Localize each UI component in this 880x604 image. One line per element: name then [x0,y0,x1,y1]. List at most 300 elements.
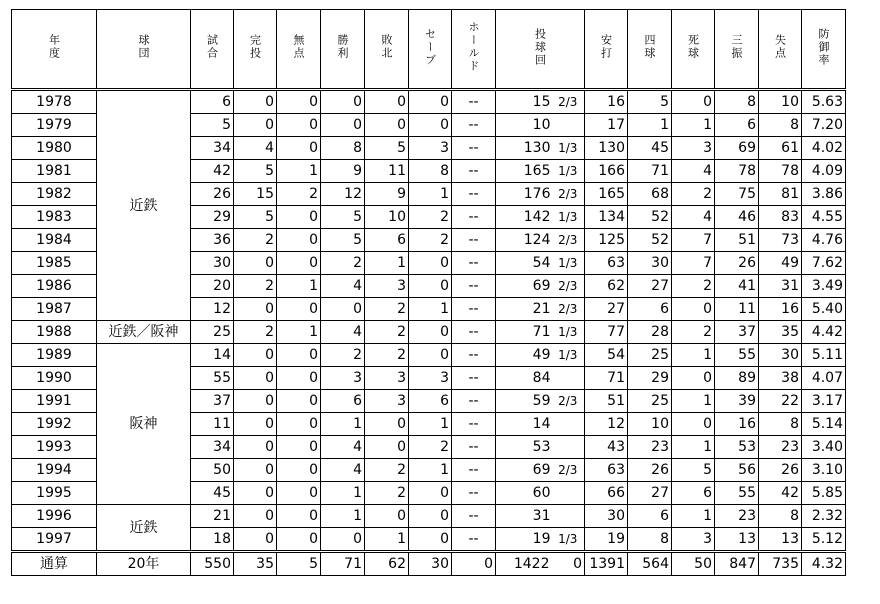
shutouts-cell: 0 [277,344,321,367]
complete-games-cell: 4 [234,137,277,160]
innings-cell: 59 [496,390,552,413]
hits-cell: 43 [585,436,628,459]
era-cell: 4.02 [802,137,846,160]
holds-cell: -- [452,183,496,206]
walks-cell: 27 [628,482,672,505]
innings-cell: 176 [496,183,552,206]
era-cell: 7.62 [802,252,846,275]
strikeouts-cell: 78 [715,160,759,183]
runs-allowed-cell: 8 [759,114,802,137]
hits-cell: 19 [585,528,628,552]
shutouts-cell: 0 [277,367,321,390]
losses-cell: 1 [365,528,409,552]
hits-cell: 17 [585,114,628,137]
year-cell: 1993 [12,436,97,459]
total-walks-cell: 564 [628,552,672,576]
hits-cell: 12 [585,413,628,436]
year-cell: 1978 [12,90,97,114]
innings-cell: 49 [496,344,552,367]
holds-cell: -- [452,505,496,528]
year-cell: 1979 [12,114,97,137]
losses-cell: 3 [365,367,409,390]
walks-cell: 25 [628,390,672,413]
walks-cell: 68 [628,183,672,206]
innings-cell: 14 [496,413,552,436]
innings-cell: 69 [496,275,552,298]
games-cell: 34 [191,436,234,459]
games-cell: 55 [191,367,234,390]
total-innings-fraction-cell: 0 [552,552,585,576]
innings-cell: 53 [496,436,552,459]
year-cell: 1989 [12,344,97,367]
wins-cell: 9 [321,160,365,183]
header-games: 試合 [205,34,219,60]
walks-cell: 25 [628,344,672,367]
hits-cell: 62 [585,275,628,298]
header-shutouts: 無点 [292,34,305,60]
losses-cell: 0 [365,436,409,459]
era-cell: 4.55 [802,206,846,229]
era-cell: 3.86 [802,183,846,206]
saves-cell: 2 [409,436,452,459]
hits-cell: 51 [585,390,628,413]
shutouts-cell: 0 [277,505,321,528]
era-cell: 5.40 [802,298,846,321]
complete-games-cell: 0 [234,528,277,552]
hit-by-pitch-cell: 5 [672,459,715,482]
shutouts-cell: 0 [277,137,321,160]
games-cell: 42 [191,160,234,183]
hit-by-pitch-cell: 6 [672,482,715,505]
strikeouts-cell: 46 [715,206,759,229]
wins-cell: 0 [321,114,365,137]
saves-cell: 0 [409,114,452,137]
hits-cell: 66 [585,482,628,505]
losses-cell: 0 [365,114,409,137]
strikeouts-cell: 6 [715,114,759,137]
hits-cell: 165 [585,183,628,206]
runs-allowed-cell: 23 [759,436,802,459]
header-runs-allowed: 失点 [773,34,787,60]
hits-cell: 30 [585,505,628,528]
wins-cell: 0 [321,90,365,114]
games-cell: 14 [191,344,234,367]
wins-cell: 8 [321,137,365,160]
losses-cell: 0 [365,505,409,528]
innings-cell: 130 [496,137,552,160]
saves-cell: 6 [409,390,452,413]
wins-cell: 4 [321,275,365,298]
hit-by-pitch-cell: 2 [672,183,715,206]
innings-fraction-cell [552,482,585,505]
era-cell: 3.17 [802,390,846,413]
hit-by-pitch-cell: 4 [672,160,715,183]
runs-allowed-cell: 22 [759,390,802,413]
wins-cell: 5 [321,206,365,229]
header-row [12,10,846,90]
saves-cell: 0 [409,252,452,275]
innings-cell: 84 [496,367,552,390]
innings-fraction-cell: 2/3 [552,459,585,482]
games-cell: 21 [191,505,234,528]
header-year: 年度 [47,34,61,60]
runs-allowed-cell: 81 [759,183,802,206]
year-cell: 1995 [12,482,97,505]
runs-allowed-cell: 73 [759,229,802,252]
year-cell: 1994 [12,459,97,482]
strikeouts-cell: 13 [715,528,759,552]
header-era: 防御率 [817,27,830,67]
innings-fraction-cell [552,505,585,528]
games-cell: 30 [191,252,234,275]
shutouts-cell: 0 [277,459,321,482]
hits-cell: 16 [585,90,628,114]
games-cell: 36 [191,229,234,252]
strikeouts-cell: 8 [715,90,759,114]
saves-cell: 8 [409,160,452,183]
walks-cell: 52 [628,229,672,252]
holds-cell: -- [452,459,496,482]
games-cell: 29 [191,206,234,229]
complete-games-cell: 0 [234,459,277,482]
year-cell: 1980 [12,137,97,160]
walks-cell: 71 [628,160,672,183]
era-cell: 4.09 [802,160,846,183]
walks-cell: 30 [628,252,672,275]
losses-cell: 11 [365,160,409,183]
losses-cell: 2 [365,321,409,344]
era-cell: 4.42 [802,321,846,344]
runs-allowed-cell: 61 [759,137,802,160]
year-cell: 1986 [12,275,97,298]
holds-cell: -- [452,390,496,413]
saves-cell: 2 [409,229,452,252]
era-cell: 4.07 [802,367,846,390]
year-cell: 1983 [12,206,97,229]
shutouts-cell: 0 [277,298,321,321]
team-cell: 近鉄 [97,90,191,321]
shutouts-cell: 1 [277,275,321,298]
era-cell: 7.20 [802,114,846,137]
shutouts-cell: 0 [277,252,321,275]
complete-games-cell: 2 [234,321,277,344]
innings-fraction-cell: 1/3 [552,206,585,229]
losses-cell: 5 [365,137,409,160]
innings-fraction-cell [552,413,585,436]
complete-games-cell: 0 [234,390,277,413]
wins-cell: 4 [321,436,365,459]
hit-by-pitch-cell: 0 [672,413,715,436]
team-cell: 近鉄／阪神 [97,321,191,344]
innings-fraction-cell: 2/3 [552,229,585,252]
header-innings-pitched: 投球回 [533,27,547,67]
games-cell: 26 [191,183,234,206]
era-cell: 2.32 [802,505,846,528]
walks-cell: 45 [628,137,672,160]
hit-by-pitch-cell: 4 [672,206,715,229]
era-cell: 3.49 [802,275,846,298]
innings-fraction-cell: 2/3 [552,390,585,413]
era-cell: 4.76 [802,229,846,252]
era-cell: 3.40 [802,436,846,459]
innings-cell: 19 [496,528,552,552]
shutouts-cell: 0 [277,229,321,252]
innings-cell: 15 [496,90,552,114]
header-losses: 敗北 [380,34,393,60]
wins-cell: 2 [321,344,365,367]
total-innings-cell: 1422 [496,552,552,576]
hit-by-pitch-cell: 1 [672,114,715,137]
shutouts-cell: 0 [277,114,321,137]
walks-cell: 6 [628,298,672,321]
pitching-stats-table [11,9,846,576]
wins-cell: 5 [321,229,365,252]
complete-games-cell: 0 [234,436,277,459]
innings-fraction-cell: 1/3 [552,528,585,552]
year-cell: 1988 [12,321,97,344]
innings-fraction-cell: 1/3 [552,344,585,367]
innings-cell: 69 [496,459,552,482]
innings-cell: 21 [496,298,552,321]
hit-by-pitch-cell: 3 [672,137,715,160]
complete-games-cell: 0 [234,367,277,390]
losses-cell: 3 [365,390,409,413]
losses-cell: 2 [365,344,409,367]
holds-cell: -- [452,275,496,298]
strikeouts-cell: 26 [715,252,759,275]
shutouts-cell: 0 [277,413,321,436]
wins-cell: 1 [321,505,365,528]
table-row [12,344,846,367]
strikeouts-cell: 51 [715,229,759,252]
walks-cell: 27 [628,275,672,298]
saves-cell: 0 [409,505,452,528]
wins-cell: 0 [321,528,365,552]
year-cell: 1990 [12,367,97,390]
holds-cell: -- [452,229,496,252]
hit-by-pitch-cell: 1 [672,436,715,459]
hit-by-pitch-cell: 0 [672,298,715,321]
losses-cell: 2 [365,459,409,482]
hits-cell: 54 [585,344,628,367]
shutouts-cell: 0 [277,206,321,229]
innings-fraction-cell: 1/3 [552,137,585,160]
total-complete-games-cell: 35 [234,552,277,576]
innings-cell: 60 [496,482,552,505]
shutouts-cell: 0 [277,528,321,552]
games-cell: 25 [191,321,234,344]
holds-cell: -- [452,252,496,275]
header-strikeouts: 三振 [730,34,743,60]
era-cell: 5.85 [802,482,846,505]
wins-cell: 12 [321,183,365,206]
stats-table-body [12,90,846,576]
walks-cell: 1 [628,114,672,137]
hit-by-pitch-cell: 7 [672,252,715,275]
innings-cell: 10 [496,114,552,137]
hit-by-pitch-cell: 0 [672,90,715,114]
total-runs-allowed-cell: 735 [759,552,802,576]
losses-cell: 2 [365,298,409,321]
hits-cell: 134 [585,206,628,229]
walks-cell: 5 [628,90,672,114]
hit-by-pitch-cell: 2 [672,275,715,298]
holds-cell: -- [452,90,496,114]
complete-games-cell: 5 [234,160,277,183]
holds-cell: -- [452,413,496,436]
strikeouts-cell: 39 [715,390,759,413]
hit-by-pitch-cell: 2 [672,321,715,344]
complete-games-cell: 15 [234,183,277,206]
year-cell: 1987 [12,298,97,321]
runs-allowed-cell: 13 [759,528,802,552]
stats-table-container [11,9,846,576]
era-cell: 5.11 [802,344,846,367]
innings-cell: 165 [496,160,552,183]
total-hit-by-pitch-cell: 50 [672,552,715,576]
header-holds: ホールド [467,21,480,73]
walks-cell: 10 [628,413,672,436]
total-shutouts-cell: 5 [277,552,321,576]
walks-cell: 29 [628,367,672,390]
strikeouts-cell: 69 [715,137,759,160]
complete-games-cell: 0 [234,344,277,367]
complete-games-cell: 5 [234,206,277,229]
losses-cell: 0 [365,90,409,114]
complete-games-cell: 2 [234,229,277,252]
wins-cell: 4 [321,321,365,344]
table-row [12,505,846,528]
saves-cell: 0 [409,321,452,344]
innings-fraction-cell: 2/3 [552,275,585,298]
walks-cell: 23 [628,436,672,459]
holds-cell: -- [452,137,496,160]
runs-allowed-cell: 49 [759,252,802,275]
runs-allowed-cell: 8 [759,505,802,528]
wins-cell: 1 [321,482,365,505]
shutouts-cell: 0 [277,390,321,413]
total-wins-cell: 71 [321,552,365,576]
saves-cell: 0 [409,528,452,552]
shutouts-cell: 2 [277,183,321,206]
holds-cell: -- [452,482,496,505]
hit-by-pitch-cell: 1 [672,344,715,367]
header-hits: 安打 [599,34,613,60]
wins-cell: 3 [321,367,365,390]
holds-cell: -- [452,367,496,390]
innings-cell: 124 [496,229,552,252]
runs-allowed-cell: 31 [759,275,802,298]
year-cell: 1991 [12,390,97,413]
saves-cell: 0 [409,275,452,298]
hits-cell: 63 [585,252,628,275]
innings-fraction-cell: 2/3 [552,298,585,321]
games-cell: 37 [191,390,234,413]
runs-allowed-cell: 83 [759,206,802,229]
runs-allowed-cell: 16 [759,298,802,321]
games-cell: 18 [191,528,234,552]
total-label-cell: 通算 [12,552,97,576]
shutouts-cell: 1 [277,321,321,344]
strikeouts-cell: 16 [715,413,759,436]
innings-fraction-cell: 1/3 [552,160,585,183]
wins-cell: 2 [321,252,365,275]
holds-cell: -- [452,160,496,183]
header-saves: セーブ [423,27,437,67]
era-cell: 5.14 [802,413,846,436]
saves-cell: 0 [409,482,452,505]
saves-cell: 0 [409,90,452,114]
runs-allowed-cell: 42 [759,482,802,505]
team-cell: 近鉄 [97,505,191,552]
era-cell: 5.63 [802,90,846,114]
saves-cell: 3 [409,367,452,390]
total-losses-cell: 62 [365,552,409,576]
innings-cell: 142 [496,206,552,229]
complete-games-cell: 0 [234,298,277,321]
runs-allowed-cell: 38 [759,367,802,390]
innings-cell: 71 [496,321,552,344]
wins-cell: 1 [321,413,365,436]
shutouts-cell: 0 [277,90,321,114]
games-cell: 50 [191,459,234,482]
saves-cell: 1 [409,459,452,482]
innings-fraction-cell: 1/3 [552,321,585,344]
era-cell: 3.10 [802,459,846,482]
hit-by-pitch-cell: 1 [672,505,715,528]
complete-games-cell: 0 [234,114,277,137]
complete-games-cell: 2 [234,275,277,298]
losses-cell: 9 [365,183,409,206]
walks-cell: 52 [628,206,672,229]
games-cell: 11 [191,413,234,436]
holds-cell: -- [452,436,496,459]
total-strikeouts-cell: 847 [715,552,759,576]
complete-games-cell: 0 [234,90,277,114]
hits-cell: 71 [585,367,628,390]
strikeouts-cell: 55 [715,344,759,367]
header-complete-games: 完投 [248,34,262,60]
complete-games-cell: 0 [234,413,277,436]
innings-fraction-cell: 2/3 [552,90,585,114]
total-holds-cell: 0 [452,552,496,576]
year-cell: 1982 [12,183,97,206]
holds-cell: -- [452,114,496,137]
shutouts-cell: 0 [277,482,321,505]
walks-cell: 28 [628,321,672,344]
walks-cell: 8 [628,528,672,552]
saves-cell: 0 [409,344,452,367]
saves-cell: 3 [409,137,452,160]
losses-cell: 3 [365,275,409,298]
table-row [12,90,846,114]
strikeouts-cell: 41 [715,275,759,298]
saves-cell: 2 [409,206,452,229]
header-hit-by-pitch: 死球 [686,34,700,60]
losses-cell: 10 [365,206,409,229]
walks-cell: 6 [628,505,672,528]
hits-cell: 63 [585,459,628,482]
innings-cell: 54 [496,252,552,275]
hits-cell: 125 [585,229,628,252]
hit-by-pitch-cell: 7 [672,229,715,252]
runs-allowed-cell: 35 [759,321,802,344]
wins-cell: 6 [321,390,365,413]
total-era-cell: 4.32 [802,552,846,576]
innings-fraction-cell: 1/3 [552,252,585,275]
runs-allowed-cell: 8 [759,413,802,436]
losses-cell: 0 [365,413,409,436]
